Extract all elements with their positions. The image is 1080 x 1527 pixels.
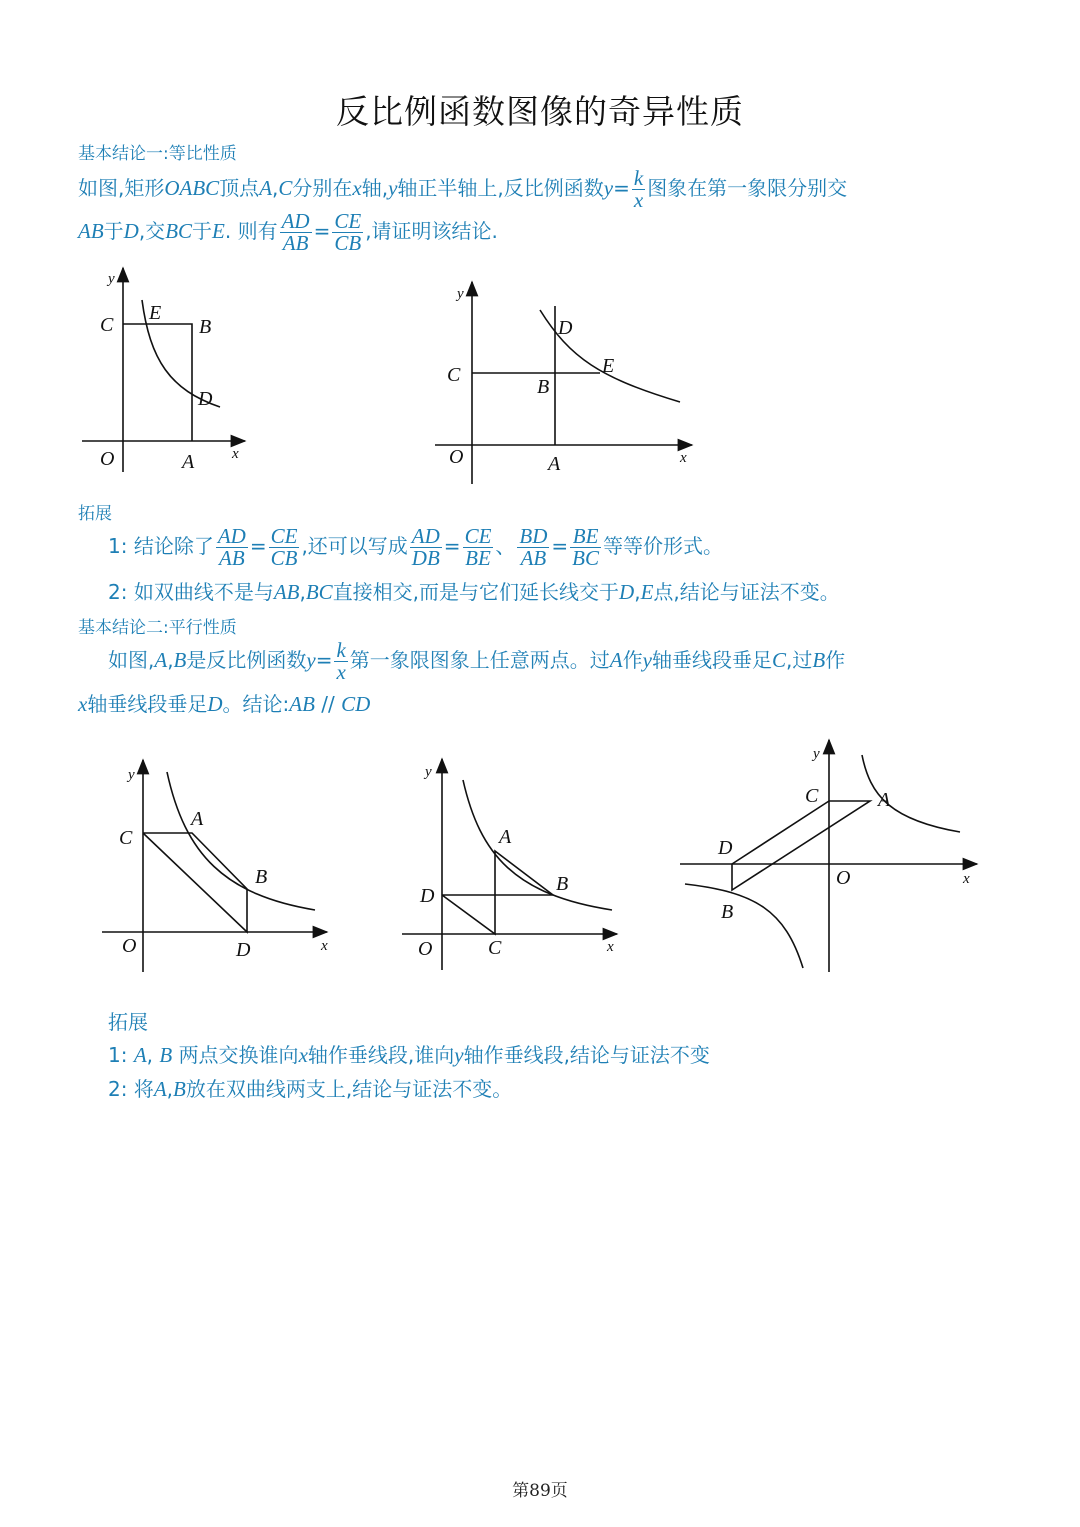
fig1-label-x: x	[232, 446, 239, 462]
fig2-label-C: C	[447, 364, 461, 386]
fig2-label-A: A	[548, 453, 561, 475]
fig5-label-B: B	[721, 901, 734, 923]
section2-line1: 如图,A,B是反比例函数y= $\frac{k}{x}$ 第一象限图象上任意两点。过A作y轴垂线段垂足C,过B作	[108, 638, 846, 684]
page-title: 反比例函数图像的奇异性质	[336, 92, 744, 131]
fig2-label-E: E	[602, 355, 615, 377]
fig4-label-B: B	[556, 873, 569, 895]
fig2-label-D: D	[558, 317, 573, 339]
page-number: 第89页	[512, 1481, 568, 1501]
fig2-label-O: O	[449, 446, 464, 468]
expand2-item2: 2: 将A,B放在双曲线两支上,结论与证法不变。	[108, 1077, 513, 1101]
expand1-item2: 2: 如双曲线不是与AB,BC直接相交,而是与它们延长线交于D,E点,结论与证法不变。	[108, 580, 840, 604]
fig5-label-D: D	[718, 837, 733, 859]
fig1-label-A: A	[182, 451, 195, 473]
fig4-label-O: O	[418, 938, 433, 960]
fig3-label-O: O	[122, 935, 137, 957]
figure-1	[70, 260, 260, 475]
expand2-item1: 1: A, B 两点交换谁向x轴作垂线段,谁向y轴作垂线段,结论与证法不变	[108, 1043, 710, 1067]
figure-4	[395, 755, 630, 975]
fig5-label-y: y	[813, 746, 820, 762]
fig1-label-C: C	[100, 314, 114, 336]
expand1-item1: 1: 结论除了 $\frac{AD}{AB}$ = $\frac{CE}{CB}$ ,还可以写成 $\frac{AD}{DB}$ = $\frac{CE}{BE}$ 、 $\frac{BD}{AB}$ = $\frac{BE}{BC}$ 等等价形式。	[108, 524, 724, 570]
fig2-label-B: B	[537, 376, 550, 398]
fig5-label-C: C	[805, 785, 819, 807]
fig3-label-x: x	[321, 938, 328, 954]
figure-3	[95, 755, 340, 977]
fig3-label-y: y	[128, 767, 135, 783]
fig4-segments	[442, 851, 553, 934]
fig5-hyperbola-left	[685, 884, 803, 968]
fig2-label-y: y	[457, 286, 464, 302]
fig5-label-O: O	[836, 867, 851, 889]
fig4-label-D: D	[420, 885, 435, 907]
fig1-label-D: D	[198, 388, 213, 410]
fig3-hyperbola	[167, 772, 315, 910]
fig3-label-B: B	[255, 866, 268, 888]
fig5-label-x: x	[963, 871, 970, 887]
fig3-label-D: D	[236, 939, 251, 961]
fig5-hyperbola-right	[862, 755, 960, 832]
expand1-heading: 拓展	[78, 504, 112, 524]
fig3-segments	[143, 833, 247, 932]
section1-heading: 基本结论一:等比性质	[78, 144, 237, 164]
fig4-label-y: y	[425, 764, 432, 780]
fig1-label-E: E	[149, 302, 162, 324]
section1-line2: AB于D,交BC于E. 则有 $\frac{AD}{AB}$ = $\frac{CE}{CB}$ ,请证明该结论.	[78, 209, 498, 255]
figure-5	[675, 735, 985, 975]
fig1-rectangle	[123, 324, 192, 441]
fig1-label-B: B	[199, 316, 212, 338]
section1-line1: 如图,矩形OABC顶点A,C分别在x轴,y轴正半轴上,反比例函数y= $\frac{k}{x}$ 图象在第一象限分别交	[78, 166, 848, 212]
expand2-heading: 拓展	[108, 1010, 148, 1034]
fig1-label-y: y	[108, 271, 115, 287]
fig4-label-x: x	[607, 939, 614, 955]
fig2-label-x: x	[680, 450, 687, 466]
section2-heading: 基本结论二:平行性质	[78, 618, 237, 638]
section2-line2: x轴垂线段垂足D。结论:AB // CD	[78, 692, 371, 716]
fig4-hyperbola	[463, 780, 612, 910]
fig3-label-A: A	[191, 808, 204, 830]
figure-2	[430, 278, 705, 490]
fig3-label-C: C	[119, 827, 133, 849]
fig5-label-A: A	[878, 789, 891, 811]
fig4-label-A: A	[499, 826, 512, 848]
fig1-label-O: O	[100, 448, 115, 470]
fig4-label-C: C	[488, 937, 502, 959]
